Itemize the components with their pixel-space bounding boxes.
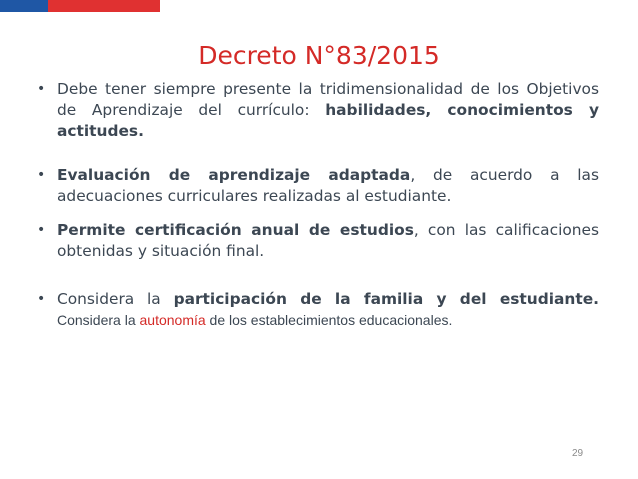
bullet-bold-text: habilidades, conocimientos y actitudes. bbox=[57, 101, 599, 140]
bullet-bold-text: Evaluación de aprendizaje adaptada bbox=[57, 166, 411, 184]
bullet-dot: • bbox=[37, 81, 46, 97]
bullet-dot: • bbox=[37, 222, 46, 238]
bullet-plain-text: , con las calificaciones obtenidas y situación final. bbox=[57, 221, 600, 260]
flag-blue-segment bbox=[0, 0, 48, 12]
bullet-small-text: Considera la bbox=[57, 312, 140, 328]
bullet-plain-text: Debe tener siempre presente la tridimensionalidad de los Objetivos de Aprendizaje del currículo: bbox=[57, 80, 599, 119]
bullet-highlight-text: autonomía bbox=[139, 312, 206, 328]
bullet-dot: • bbox=[37, 291, 46, 307]
slide-title: Decreto N°83/2015 bbox=[198, 40, 440, 70]
bullet-text bbox=[57, 289, 599, 331]
chile-flag-bar bbox=[0, 0, 160, 12]
bullet-bold-text: participación de la familia y del estudiante. bbox=[173, 290, 600, 308]
bullet-item bbox=[37, 165, 599, 207]
bullet-item bbox=[37, 289, 599, 331]
page-number: 29 bbox=[572, 448, 584, 459]
flag-red-segment bbox=[48, 0, 160, 12]
bullet-text bbox=[57, 79, 599, 142]
bullet-plain-text: Considera la bbox=[57, 290, 174, 308]
bullet-small-text: de los establecimientos educacionales. bbox=[205, 312, 453, 328]
bullet-text bbox=[57, 165, 599, 207]
bullet-bold-text: Permite certificación anual de estudios bbox=[57, 221, 414, 239]
bullet-item bbox=[37, 79, 599, 142]
bullet-dot: • bbox=[37, 167, 46, 183]
bullet-item bbox=[37, 220, 599, 262]
bullet-plain-text: , de acuerdo a las adecuaciones curriculares realizadas al estudiante. bbox=[57, 166, 600, 205]
bullet-text bbox=[57, 220, 599, 262]
